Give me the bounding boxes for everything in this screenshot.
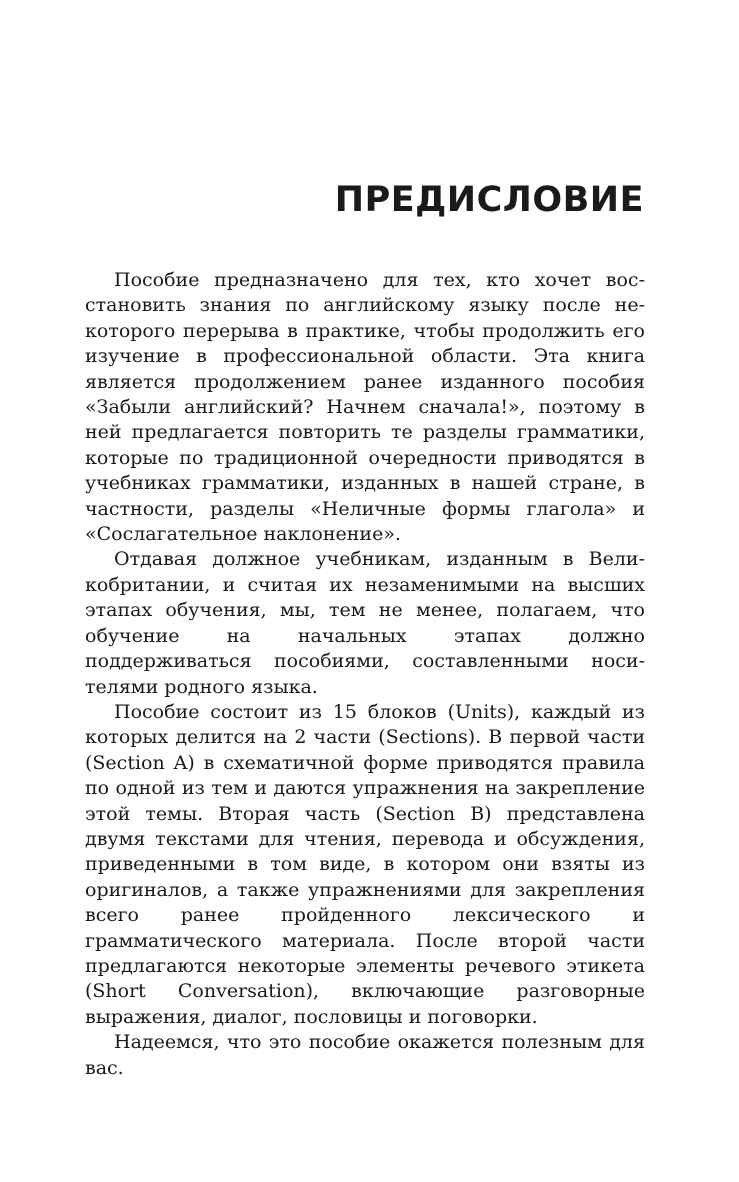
paragraph-1: Пособие предназначено для тех, кто хочет восстановить знания по английскому языку после некоторого перерыва в практике, чтобы продолжить его изучение в профессиональной области. Эта книга является продолжением ранее изданного пособия «Забыли английский? Начнем сначала!», поэтому в ней предлагается повторить те разделы грамматики, которые по традиционной очередности приводятся в учебниках грамматики, изданных в нашей стране, в частности, разделы «Неличные формы глагола» и «Сослагательное наклонение».	[85, 269, 645, 546]
paragraph-4: Надеемся, что это пособие окажется полезным для вас.	[85, 1031, 645, 1079]
paragraph-3: Пособие состоит из 15 блоков (Units), каждый из которых делится на 2 части (Sections). В первой части (Section A) в схематичной форме приводятся правила по одной из тем и даются упражнения на закрепление этой темы. Вторая часть (Section B) представлена двумя текстами для чтения, перевода и обсуждения, приведенными в том виде, в котором они взяты из оригиналов, а также упражнениями для закрепления всего ранее пройденного лексического и грамматического материала. После второй части предлагаются некоторые элементы речевого этикета (Short Conversation), включающие разговорные выражения, диалог, пословицы и поговорки.	[85, 700, 645, 1028]
paragraph-2: Отдавая должное учебникам, изданным в Великобритании, и считая их незаменимыми на высших этапах обучения, мы, тем не менее, полагаем, что обучение на начальных этапах должно поддерживаться пособиями, составленными носителями родного языка.	[85, 548, 645, 698]
body-text	[85, 268, 645, 1081]
page-title: ПРЕДИСЛОВИЕ	[334, 180, 644, 220]
